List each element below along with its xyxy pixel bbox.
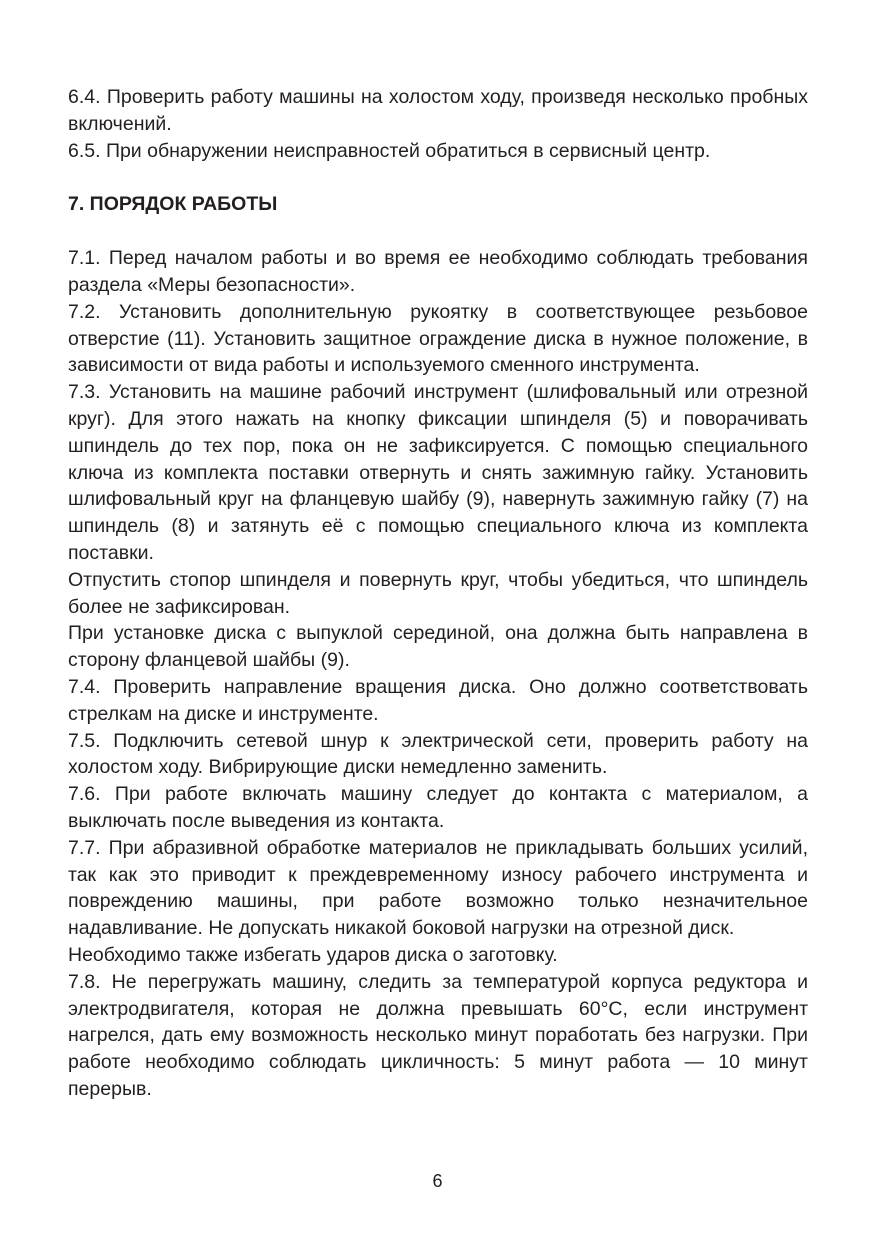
paragraph-7-2: 7.2. Установить дополнительную рукоятку в соответствующее резьбовое отверстие (11). Установить защитное ограждение диска в нужное положение, в зависимости от вида работы и используемого сменного инструмента. [68, 300, 808, 377]
paragraph-7-3: 7.3. Установить на машине рабочий инструмент (шлифовальный или отрезной круг). Для этого нажать на кнопку фиксации шпинделя (5) и поворачивать шпиндель до тех пор, пока он не зафиксируется. С помощью специального ключа из комплекта поставки отвернуть и снять зажимную гайку. Установить шлифовальный круг на фланцевую шайбу (9), навернуть зажимную гайку (7) на шпиндель (8) и затянуть её с помощью специального ключа из комплекта поставки. [68, 381, 808, 564]
paragraph-7-5: 7.5. Подключить сетевой шнур к электрической сети, проверить работу на холостом ходу. Вибрирующие диски немедленно заменить. [68, 729, 808, 779]
paragraph-7-3-convex-disc: При установке диска с выпуклой серединой, она должна быть направлена в сторону фланцевой шайбы (9). [68, 622, 808, 672]
paragraph-7-8: 7.8. Не перегружать машину, следить за температурой корпуса редуктора и электродвигателя, которая не должна превышать 60°С, если инструмент нагрелся, дать ему возможность несколько минут поработать без нагрузки. При работе необходимо соблюдать цикличность: 5 минут работа — 10 минут перерыв. [68, 970, 808, 1100]
paragraph-7-1: 7.1. Перед началом работы и во время ее необходимо соблюдать требования раздела «Меры безопасности». [68, 247, 808, 296]
paragraph-7-4: 7.4. Проверить направление вращения диска. Оно должно соответствовать стрелкам на диске и инструменте. [68, 675, 808, 725]
document-page [68, 84, 808, 1103]
paragraph-6-4: 6.4. Проверить работу машины на холостом ходу, произведя несколько пробных включений. [68, 86, 808, 135]
section-heading: 7. ПОРЯДОК РАБОТЫ [68, 193, 278, 216]
paragraph-7-7-avoid-impacts: Необходимо также избегать ударов диска о заготовку. [68, 943, 558, 966]
paragraph-7-3-release-stopper: Отпустить стопор шпинделя и повернуть круг, чтобы убедиться, что шпиндель более не зафиксирован. [68, 568, 808, 618]
paragraph-6-5: 6.5. При обнаружении неисправностей обратиться в сервисный центр. [68, 139, 711, 162]
page-number: 6 [432, 1171, 443, 1191]
paragraph-7-7: 7.7. При абразивной обработке материалов не прикладывать больших усилий, так как это приводит к преждевременному износу рабочего инструмента и повреждению машины, при работе возможно только незначительное надавливание. Не допускать никакой боковой нагрузки на отрезной диск. [68, 836, 808, 940]
paragraph-7-6: 7.6. При работе включать машину следует до контакта с материалом, а выключать после выведения из контакта. [68, 783, 808, 832]
